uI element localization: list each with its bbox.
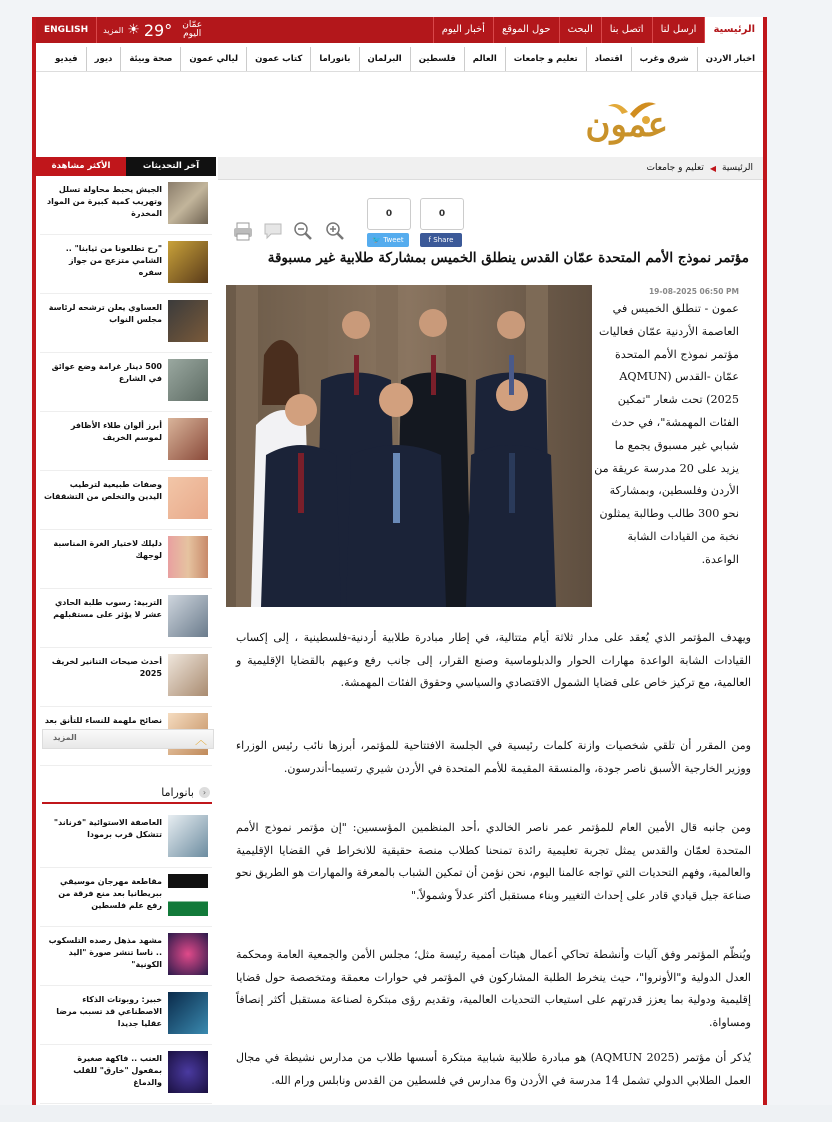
thumbnail — [168, 933, 208, 975]
section-parliament[interactable]: البرلمان — [359, 47, 410, 71]
share-toolbar — [232, 198, 472, 253]
list-item-title[interactable]: العنب .. فاكهة صغيرة بمفعول "خارق" للقلب والدماغ — [73, 1054, 162, 1087]
panorama-title: بانوراما — [161, 786, 194, 799]
list-item[interactable] — [40, 986, 212, 1045]
chevron-left-icon: ‹ — [199, 787, 210, 798]
article-title: مؤتمر نموذج الأمم المتحدة عمّان القدس ينطلق الخميس بمشاركة طلابية غير مسبوقة — [267, 250, 749, 266]
twitter-icon: 🐦 — [372, 236, 384, 244]
page-footer-strip — [0, 1105, 832, 1122]
list-item[interactable] — [40, 294, 212, 353]
list-item-title[interactable]: العساوي يعلن ترشحه لرئاسة مجلس النواب — [48, 303, 162, 324]
thumbnail — [168, 418, 208, 460]
breadcrumb-arrow-icon: ◀ — [709, 163, 716, 173]
nav-today-news[interactable]: أخبار اليوم — [433, 17, 493, 43]
weather-widget[interactable] — [97, 21, 208, 40]
list-item-title[interactable]: خبير: روبوتات الذكاء الاصطناعي قد تسبب مرضا عقليا جديدا — [56, 995, 162, 1028]
list-item-title[interactable]: دليلك لاختيار الغرة المناسبة لوجهك — [53, 539, 162, 560]
article-lead: عمون - تنطلق الخميس في العاصمة الأردنية عمّان فعاليات مؤتمر نموذج الأمم المتحدة عمّان -القدس (AQMUN 2025) تحت شعار "تمكين الفئات المهمشة"، في حدث شبابي غير مسبوق يجمع ما يزيد على 20 مدرسة عريقة من الأردن وفلسطين، وبمشاركة نحو 300 طالب وطالبة يمثلون نخبة من القيادات الشابة الواعدة. — [594, 302, 739, 566]
list-item[interactable] — [40, 235, 212, 294]
list-item[interactable] — [40, 530, 212, 589]
sidebar — [36, 157, 216, 1122]
list-item-title[interactable]: نصائح ملهمة للنساء للتأنق بعد — [44, 716, 162, 725]
top-nav — [433, 17, 763, 43]
sun-icon: ☀ — [127, 22, 140, 38]
list-item-title[interactable]: وصفات طبيعية لترطيب اليدين والتخلص من التشققات — [44, 480, 162, 501]
tweet-count: 0 — [367, 198, 411, 230]
list-item-title[interactable]: العاصفة الاستوائية "فرناند" تتشكل قرب برمودا — [53, 818, 162, 839]
list-item-title[interactable]: التربية: رسوب طلبة الحادي عشر لا يؤثر على مستقبلهم — [53, 598, 162, 619]
panorama-header[interactable] — [42, 784, 212, 804]
weather-more[interactable]: المزيد — [103, 25, 124, 35]
comment-icon[interactable] — [262, 220, 284, 242]
list-item[interactable] — [40, 648, 212, 707]
list-item-title[interactable]: أحدث صيحات التنانير لخريف 2025 — [51, 657, 162, 678]
article-date: 19-08-2025 06:50 PM — [648, 287, 739, 296]
weather-city — [176, 21, 202, 39]
share-count: 0 — [420, 198, 464, 230]
thumbnail — [168, 300, 208, 342]
panorama-list — [36, 809, 216, 1122]
zoom-out-icon[interactable] — [292, 220, 314, 242]
list-item[interactable] — [40, 471, 212, 530]
article-photo — [226, 285, 592, 607]
section-panorama[interactable]: بانوراما — [310, 47, 358, 71]
sidebar-tabs — [36, 157, 216, 176]
list-item[interactable] — [40, 868, 212, 927]
section-nav — [36, 47, 763, 72]
facebook-share-button[interactable] — [420, 233, 462, 247]
page-frame — [32, 17, 767, 1122]
thumbnail — [168, 241, 208, 283]
article-paragraph-3: ومن جانبه قال الأمين العام للمؤتمر عمر ناصر الخالدي ،أحد المنظمين المؤسسين: "إن مؤتمر نموذج الأمم المتحدة لعمّان والقدس يمثل تجربة تعليمية رائدة تمنحنا كطلاب منصة حقيقية للانخراط في القضايا الإقليمية والعالمية، وفهم التحديات التي تواجه عالمنا اليوم، نحن نؤمن أن تمكين الشباب بالمعرفة والمهارات هو الطريق نحو صناعة جيل قيادي قادر على إحداث التغيير وبناء مستقبل أكثر عدلاً وشمولاً." — [236, 821, 751, 902]
section-writers[interactable]: كتاب عمون — [246, 47, 310, 71]
list-item[interactable] — [40, 176, 212, 235]
nav-send-us[interactable]: ارسل لنا — [652, 17, 705, 43]
article-paragraph-1: ويهدف المؤتمر الذي يُعقد على مدار ثلاثة أيام متتالية، في إطار مبادرة طلابية أردنية-فلسطينية ، إلى إكساب القيادات الشابة الواعدة مهارات الحوار والدبلوماسية وصنع القرار، إلى جانب رفع وعيهم بالقضايا الإقليمية و العالمية، مع تركيز خاص على قضايا الشمول الاقتصادي والسياسي وحقوق الفئات المهمشة. — [236, 631, 751, 689]
list-item-title[interactable]: مشهد مذهل رصده التلسكوب .. ناسا تنشر صورة "اليد الكونية" — [48, 936, 162, 969]
thumbnail — [168, 536, 208, 578]
tweet-button[interactable] — [367, 233, 409, 247]
nav-home[interactable]: الرئيسية — [704, 17, 763, 43]
section-nights[interactable]: ليالي عمون — [180, 47, 246, 71]
section-jordan[interactable]: اخبار الاردن — [697, 47, 763, 71]
weather-temp: 29° — [143, 20, 173, 40]
more-button[interactable] — [42, 729, 214, 749]
list-item-title[interactable]: مقاطعة مهرجان موسيقي ببريطانيا بعد منع فرقة من رفع علم فلسطين — [58, 877, 162, 910]
section-education[interactable]: تعليم و جامعات — [505, 47, 586, 71]
thumbnail — [168, 992, 208, 1034]
zoom-in-icon[interactable] — [324, 220, 346, 242]
breadcrumb-section[interactable]: تعليم و جامعات — [646, 163, 704, 173]
section-economy[interactable]: اقتصاد — [586, 47, 631, 71]
nav-about[interactable]: حول الموقع — [493, 17, 559, 43]
more-label: المزيد — [53, 733, 77, 742]
list-item[interactable] — [40, 927, 212, 986]
list-item[interactable] — [40, 589, 212, 648]
print-icon[interactable] — [232, 220, 254, 242]
list-item-title[interactable]: "رح تطلعونا من ثيابنا" .. الشامي متزعج من جواز سفره — [65, 244, 162, 277]
weather-day: اليوم — [183, 29, 202, 39]
chevron-up-icon: ︿ — [194, 733, 207, 747]
article-paragraph-4: ويُنظّم المؤتمر وفق آليات وأنشطة تحاكي أعمال هيئات أممية رئيسة مثل؛ مجلس الأمن والجمعية العامة ومحكمة العدل الدولية و"الأونروا"، حيث ينخرط الطلبة المشاركون في المؤتمر في حوارات معمقة ومتخصصة حول قضايا إقليمية ودولية بما يعزز قدرتهم على استيعاب التحديات العالمية، وتقديم رؤى مبتكرة لصناعة مستقبل أكثر إنصافاً ومساواة. — [236, 948, 751, 1029]
list-item[interactable] — [40, 809, 212, 868]
list-item[interactable] — [40, 1045, 212, 1104]
thumbnail — [168, 1051, 208, 1093]
logo-text[interactable]: عمون — [585, 105, 668, 145]
students-photo-icon — [226, 285, 592, 607]
tab-most-viewed[interactable]: الأكثر مشاهدة — [36, 157, 126, 176]
nav-search[interactable]: البحث — [559, 17, 601, 43]
list-item-title[interactable]: أبرز ألوان طلاء الأظافر لموسم الخريف — [70, 421, 162, 442]
list-item[interactable] — [40, 353, 212, 412]
thumbnail — [168, 359, 208, 401]
thumbnail — [168, 815, 208, 857]
top-bar — [36, 17, 763, 43]
thumbnail — [168, 477, 208, 519]
tweet-label: Tweet — [383, 236, 404, 244]
list-item-title[interactable]: 500 دينار غرامة وضع عوائق في الشارع — [51, 362, 162, 383]
thumbnail — [168, 654, 208, 696]
nav-contact[interactable]: اتصل بنا — [601, 17, 652, 43]
thumbnail — [168, 595, 208, 637]
section-video[interactable]: فيديو — [55, 54, 78, 64]
share-label: Share — [433, 236, 454, 244]
section-world[interactable]: العالم — [464, 47, 505, 71]
section-dior[interactable]: ديور — [86, 47, 121, 71]
english-link[interactable]: ENGLISH — [36, 17, 97, 43]
latest-list — [36, 176, 216, 766]
breadcrumb — [218, 157, 763, 180]
list-item-title[interactable]: الجيش يحبط محاولة تسلل وتهريب كمية كبيرة من المواد المخدرة — [47, 185, 162, 218]
tab-latest-updates[interactable]: آخر التحديثات — [126, 157, 216, 176]
section-health[interactable]: صحة وبيئة — [120, 47, 180, 71]
breadcrumb-home[interactable]: الرئيسية — [722, 163, 753, 173]
list-item[interactable] — [40, 412, 212, 471]
thumbnail — [168, 182, 208, 224]
article-paragraph-5: يُذكر أن مؤتمر (AQMUN 2025) هو مبادرة طلابية شبابية مبتكرة أسسها طلاب من مدارس نشيطة في مجال العمل الطلابي الدولي تشمل 14 مدرسة في الأردن و6 مدارس في فلسطين من القدس ونابلس ورام الله. — [236, 1051, 751, 1087]
weather-city-name: عمّان — [182, 20, 203, 30]
thumbnail — [168, 874, 208, 916]
top-bar-left — [36, 17, 208, 43]
facebook-icon: f — [428, 236, 434, 244]
article-paragraph-2: ومن المقرر أن تلقي شخصيات وازنة كلمات رئيسية في الجلسة الافتتاحية للمؤتمر، أبرزها نائب رئيس الوزراء ووزير الخارجية الأسبق ناصر جودة، والمنسقة المقيمة للأمم المتحدة في الأردن شيري رتسيما-أندرسون. — [236, 739, 751, 775]
section-east-west[interactable]: شرق وغرب — [631, 47, 697, 71]
section-palestine[interactable]: فلسطين — [410, 47, 464, 71]
